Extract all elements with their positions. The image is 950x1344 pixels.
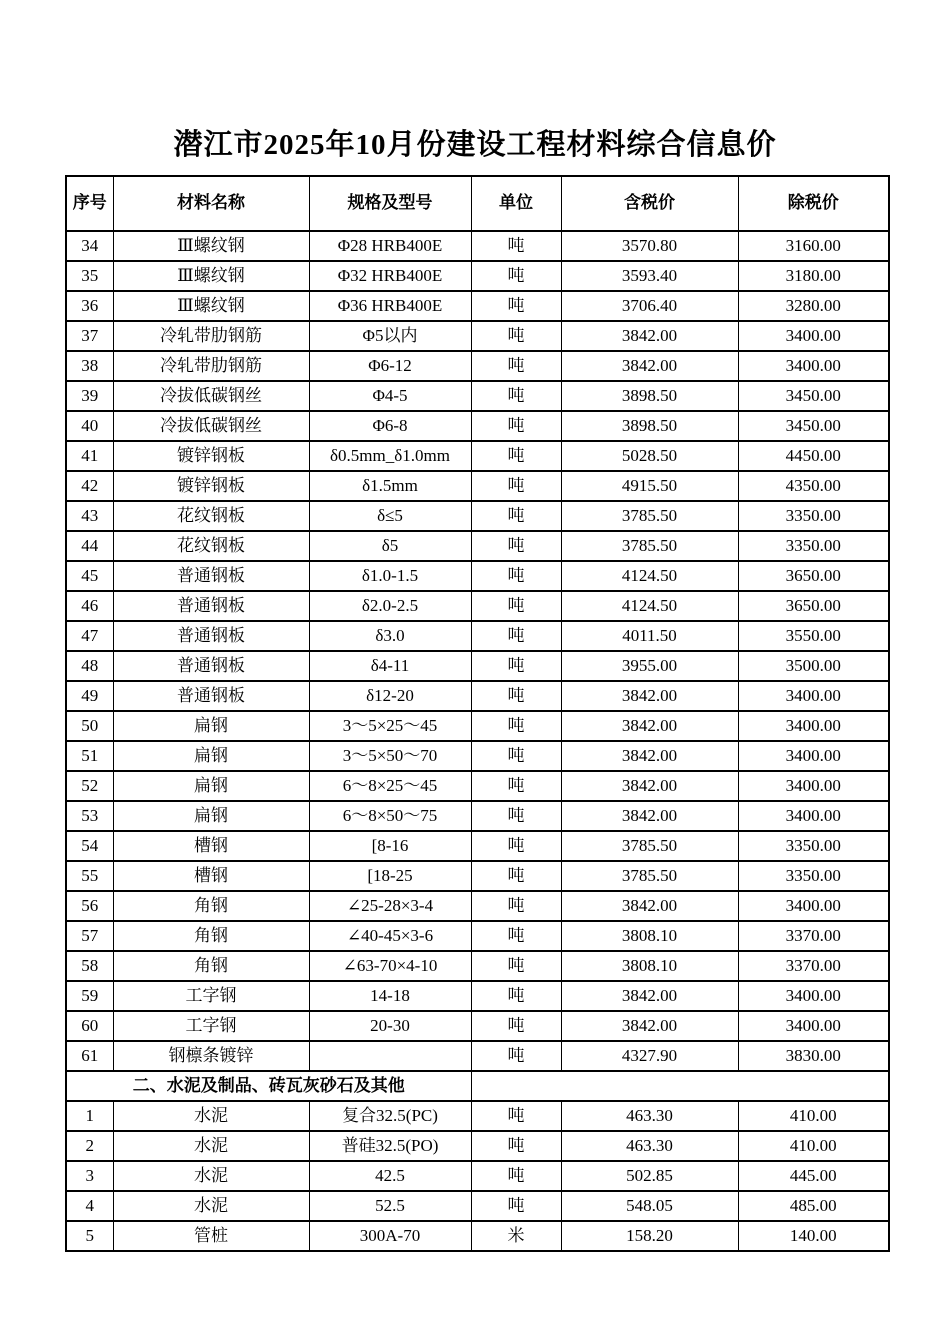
cell-unit: 吨: [471, 981, 561, 1011]
cell-price-with-tax: 3842.00: [561, 321, 738, 351]
cell-price-with-tax: 3898.50: [561, 381, 738, 411]
cell-price-with-tax: 3593.40: [561, 261, 738, 291]
cell-material-name: 钢檩条镀锌: [113, 1041, 309, 1071]
cell-unit: 吨: [471, 891, 561, 921]
cell-unit: 吨: [471, 801, 561, 831]
cell-unit: 吨: [471, 261, 561, 291]
cell-material-name: 冷轧带肋钢筋: [113, 321, 309, 351]
cell-material-name: 扁钢: [113, 711, 309, 741]
cell-price-without-tax: 3370.00: [738, 951, 889, 981]
cell-price-with-tax: 3785.50: [561, 501, 738, 531]
cell-unit: 吨: [471, 711, 561, 741]
cell-material-name: 水泥: [113, 1101, 309, 1131]
cell-material-name: 普通钢板: [113, 681, 309, 711]
cell-spec: Φ6-12: [309, 351, 471, 381]
cell-seq: 1: [66, 1101, 113, 1131]
cell-price-with-tax: 3842.00: [561, 981, 738, 1011]
cell-unit: 米: [471, 1221, 561, 1251]
table-row: [66, 231, 889, 261]
cell-spec: δ0.5mm_δ1.0mm: [309, 441, 471, 471]
cell-spec: δ12-20: [309, 681, 471, 711]
cell-unit: 吨: [471, 561, 561, 591]
cell-seq: 37: [66, 321, 113, 351]
cell-unit: 吨: [471, 651, 561, 681]
cell-price-with-tax: 3785.50: [561, 531, 738, 561]
header-price-without-tax: 除税价: [738, 176, 889, 231]
cell-material-name: 冷拔低碳钢丝: [113, 411, 309, 441]
table-row: [66, 1131, 889, 1161]
cell-price-without-tax: 3160.00: [738, 231, 889, 261]
cell-unit: 吨: [471, 681, 561, 711]
cell-material-name: 冷拔低碳钢丝: [113, 381, 309, 411]
table-row: [66, 381, 889, 411]
cell-unit: 吨: [471, 441, 561, 471]
cell-seq: 51: [66, 741, 113, 771]
table-row: [66, 951, 889, 981]
cell-price-without-tax: 3400.00: [738, 891, 889, 921]
cell-seq: 43: [66, 501, 113, 531]
table-row: [66, 801, 889, 831]
cell-material-name: 普通钢板: [113, 621, 309, 651]
table-row: [66, 591, 889, 621]
cell-seq: 40: [66, 411, 113, 441]
cell-unit: 吨: [471, 921, 561, 951]
cell-unit: 吨: [471, 411, 561, 441]
cell-unit: 吨: [471, 771, 561, 801]
cell-unit: 吨: [471, 291, 561, 321]
cell-seq: 60: [66, 1011, 113, 1041]
table-row: [66, 1011, 889, 1041]
cell-unit: 吨: [471, 1161, 561, 1191]
header-material-name: 材料名称: [113, 176, 309, 231]
table-row: [66, 861, 889, 891]
table-row: [66, 351, 889, 381]
cell-price-with-tax: 3842.00: [561, 711, 738, 741]
table-row: [66, 1221, 889, 1251]
cell-material-name: 管桩: [113, 1221, 309, 1251]
cell-price-without-tax: 485.00: [738, 1191, 889, 1221]
cell-price-without-tax: 3400.00: [738, 1011, 889, 1041]
cell-price-without-tax: 3400.00: [738, 351, 889, 381]
cell-spec: [18-25: [309, 861, 471, 891]
cell-seq: 41: [66, 441, 113, 471]
table-row: [66, 921, 889, 951]
cell-spec: Φ28 HRB400E: [309, 231, 471, 261]
cell-material-name: 槽钢: [113, 831, 309, 861]
section-label: 二、水泥及制品、砖瓦灰砂石及其他: [66, 1071, 471, 1101]
cell-seq: 46: [66, 591, 113, 621]
cell-spec: [309, 1041, 471, 1071]
cell-material-name: 角钢: [113, 951, 309, 981]
cell-price-with-tax: 3842.00: [561, 1011, 738, 1041]
table-row: [66, 681, 889, 711]
table-row: [66, 411, 889, 441]
cell-price-with-tax: 4915.50: [561, 471, 738, 501]
cell-seq: 36: [66, 291, 113, 321]
cell-material-name: 工字钢: [113, 981, 309, 1011]
cell-material-name: 普通钢板: [113, 651, 309, 681]
cell-spec: ∠63-70×4-10: [309, 951, 471, 981]
cell-price-with-tax: 3842.00: [561, 681, 738, 711]
cell-seq: 54: [66, 831, 113, 861]
cell-seq: 58: [66, 951, 113, 981]
cell-seq: 42: [66, 471, 113, 501]
table-row: [66, 261, 889, 291]
cell-unit: 吨: [471, 831, 561, 861]
table-row: [66, 831, 889, 861]
table-row: [66, 771, 889, 801]
cell-price-with-tax: 3842.00: [561, 891, 738, 921]
cell-price-with-tax: 3785.50: [561, 831, 738, 861]
cell-price-without-tax: 3280.00: [738, 291, 889, 321]
cell-spec: δ4-11: [309, 651, 471, 681]
cell-price-with-tax: 4124.50: [561, 561, 738, 591]
cell-material-name: 水泥: [113, 1191, 309, 1221]
cell-price-with-tax: 4124.50: [561, 591, 738, 621]
table-row: [66, 1101, 889, 1131]
cell-unit: 吨: [471, 1191, 561, 1221]
cell-spec: 6～8×25～45: [309, 771, 471, 801]
cell-price-with-tax: 502.85: [561, 1161, 738, 1191]
cell-material-name: 普通钢板: [113, 561, 309, 591]
cell-spec: 普硅32.5(PO): [309, 1131, 471, 1161]
cell-price-without-tax: 3350.00: [738, 831, 889, 861]
cell-price-with-tax: 463.30: [561, 1101, 738, 1131]
cell-price-with-tax: 4327.90: [561, 1041, 738, 1071]
header-unit: 单位: [471, 176, 561, 231]
cell-material-name: 扁钢: [113, 741, 309, 771]
cell-price-without-tax: 3400.00: [738, 741, 889, 771]
cell-spec: 42.5: [309, 1161, 471, 1191]
cell-spec: δ5: [309, 531, 471, 561]
cell-material-name: 花纹钢板: [113, 501, 309, 531]
cell-spec: 14-18: [309, 981, 471, 1011]
cell-unit: 吨: [471, 591, 561, 621]
cell-price-with-tax: 158.20: [561, 1221, 738, 1251]
cell-price-with-tax: 5028.50: [561, 441, 738, 471]
cell-unit: 吨: [471, 741, 561, 771]
cell-price-without-tax: 3400.00: [738, 711, 889, 741]
table-row: [66, 1041, 889, 1071]
table-row: [66, 531, 889, 561]
cell-price-with-tax: 3570.80: [561, 231, 738, 261]
cell-seq: 35: [66, 261, 113, 291]
header-seq: 序号: [66, 176, 113, 231]
cell-spec: δ1.0-1.5: [309, 561, 471, 591]
cell-seq: 48: [66, 651, 113, 681]
cell-spec: Φ32 HRB400E: [309, 261, 471, 291]
cell-spec: Φ4-5: [309, 381, 471, 411]
cell-price-without-tax: 3350.00: [738, 501, 889, 531]
cell-price-with-tax: 3842.00: [561, 741, 738, 771]
cell-seq: 4: [66, 1191, 113, 1221]
cell-unit: 吨: [471, 471, 561, 501]
cell-spec: 300A-70: [309, 1221, 471, 1251]
cell-spec: 52.5: [309, 1191, 471, 1221]
cell-material-name: 角钢: [113, 891, 309, 921]
cell-spec: 3～5×50～70: [309, 741, 471, 771]
cell-price-without-tax: 3350.00: [738, 861, 889, 891]
table-row: [66, 741, 889, 771]
cell-unit: 吨: [471, 501, 561, 531]
cell-price-without-tax: 3400.00: [738, 681, 889, 711]
cell-price-with-tax: 3955.00: [561, 651, 738, 681]
cell-seq: 5: [66, 1221, 113, 1251]
cell-price-with-tax: 4011.50: [561, 621, 738, 651]
cell-material-name: Ⅲ螺纹钢: [113, 261, 309, 291]
cell-unit: 吨: [471, 1101, 561, 1131]
cell-seq: 49: [66, 681, 113, 711]
cell-price-without-tax: 3180.00: [738, 261, 889, 291]
page-title: 潜江市2025年10月份建设工程材料综合信息价: [173, 129, 777, 161]
cell-seq: 53: [66, 801, 113, 831]
cell-seq: 57: [66, 921, 113, 951]
table-row: [66, 711, 889, 741]
cell-unit: 吨: [471, 531, 561, 561]
table-row: [66, 501, 889, 531]
cell-price-without-tax: 3550.00: [738, 621, 889, 651]
table-row: [66, 891, 889, 921]
cell-unit: 吨: [471, 1011, 561, 1041]
cell-unit: 吨: [471, 621, 561, 651]
cell-price-without-tax: 3650.00: [738, 591, 889, 621]
cell-price-without-tax: 445.00: [738, 1161, 889, 1191]
table-row: [66, 621, 889, 651]
cell-spec: 复合32.5(PC): [309, 1101, 471, 1131]
table-row: [66, 1161, 889, 1191]
cell-price-without-tax: 3400.00: [738, 771, 889, 801]
cell-spec: δ≤5: [309, 501, 471, 531]
cell-material-name: 水泥: [113, 1161, 309, 1191]
header-row: [66, 176, 889, 231]
cell-material-name: 扁钢: [113, 771, 309, 801]
cell-seq: 44: [66, 531, 113, 561]
cell-unit: 吨: [471, 381, 561, 411]
cell-price-without-tax: 4350.00: [738, 471, 889, 501]
cell-price-without-tax: 410.00: [738, 1131, 889, 1161]
header-price-with-tax: 含税价: [561, 176, 738, 231]
cell-material-name: 镀锌钢板: [113, 441, 309, 471]
cell-material-name: 冷轧带肋钢筋: [113, 351, 309, 381]
cell-price-with-tax: 463.30: [561, 1131, 738, 1161]
cell-material-name: Ⅲ螺纹钢: [113, 291, 309, 321]
cell-spec: ∠25-28×3-4: [309, 891, 471, 921]
cell-spec: δ2.0-2.5: [309, 591, 471, 621]
cell-price-with-tax: 3842.00: [561, 351, 738, 381]
cell-price-without-tax: 140.00: [738, 1221, 889, 1251]
cell-spec: Φ6-8: [309, 411, 471, 441]
cell-spec: δ3.0: [309, 621, 471, 651]
cell-price-without-tax: 3450.00: [738, 411, 889, 441]
cell-unit: 吨: [471, 861, 561, 891]
cell-seq: 56: [66, 891, 113, 921]
cell-price-without-tax: 410.00: [738, 1101, 889, 1131]
cell-price-without-tax: 3650.00: [738, 561, 889, 591]
cell-unit: 吨: [471, 321, 561, 351]
cell-unit: 吨: [471, 1041, 561, 1071]
cell-spec: Φ5以内: [309, 321, 471, 351]
material-price-table: [65, 175, 890, 1252]
cell-material-name: 扁钢: [113, 801, 309, 831]
cell-seq: 3: [66, 1161, 113, 1191]
cell-material-name: 角钢: [113, 921, 309, 951]
cell-seq: 55: [66, 861, 113, 891]
cell-seq: 34: [66, 231, 113, 261]
cell-price-without-tax: 3400.00: [738, 801, 889, 831]
cell-unit: 吨: [471, 231, 561, 261]
cell-seq: 38: [66, 351, 113, 381]
cell-price-with-tax: 3808.10: [561, 951, 738, 981]
table-row: [66, 981, 889, 1011]
cell-unit: 吨: [471, 951, 561, 981]
cell-price-without-tax: 3350.00: [738, 531, 889, 561]
cell-price-with-tax: 3808.10: [561, 921, 738, 951]
cell-price-without-tax: 3450.00: [738, 381, 889, 411]
cell-price-without-tax: 3370.00: [738, 921, 889, 951]
cell-spec: δ1.5mm: [309, 471, 471, 501]
cell-seq: 45: [66, 561, 113, 591]
cell-spec: 20-30: [309, 1011, 471, 1041]
cell-material-name: 镀锌钢板: [113, 471, 309, 501]
cell-spec: Φ36 HRB400E: [309, 291, 471, 321]
cell-material-name: Ⅲ螺纹钢: [113, 231, 309, 261]
cell-spec: ∠40-45×3-6: [309, 921, 471, 951]
cell-seq: 50: [66, 711, 113, 741]
cell-price-with-tax: 3785.50: [561, 861, 738, 891]
table-row: [66, 291, 889, 321]
table-row: [66, 561, 889, 591]
cell-price-with-tax: 3842.00: [561, 801, 738, 831]
cell-seq: 61: [66, 1041, 113, 1071]
cell-price-without-tax: 4450.00: [738, 441, 889, 471]
cell-price-without-tax: 3830.00: [738, 1041, 889, 1071]
table-row: [66, 471, 889, 501]
cell-seq: 2: [66, 1131, 113, 1161]
cell-spec: 3～5×25～45: [309, 711, 471, 741]
header-spec: 规格及型号: [309, 176, 471, 231]
cell-material-name: 花纹钢板: [113, 531, 309, 561]
cell-spec: 6～8×50～75: [309, 801, 471, 831]
cell-material-name: 水泥: [113, 1131, 309, 1161]
cell-unit: 吨: [471, 351, 561, 381]
table-row: [66, 651, 889, 681]
cell-seq: 39: [66, 381, 113, 411]
cell-unit: 吨: [471, 1131, 561, 1161]
cell-seq: 47: [66, 621, 113, 651]
cell-seq: 59: [66, 981, 113, 1011]
cell-material-name: 普通钢板: [113, 591, 309, 621]
cell-price-with-tax: 3706.40: [561, 291, 738, 321]
cell-seq: 52: [66, 771, 113, 801]
cell-spec: [8-16: [309, 831, 471, 861]
section-header-row: [66, 1071, 889, 1101]
table-row: [66, 321, 889, 351]
table-body: [66, 231, 889, 1251]
cell-price-without-tax: 3500.00: [738, 651, 889, 681]
table-row: [66, 1191, 889, 1221]
cell-price-without-tax: 3400.00: [738, 321, 889, 351]
cell-price-without-tax: 3400.00: [738, 981, 889, 1011]
cell-price-with-tax: 3842.00: [561, 771, 738, 801]
section-label-spacer: [471, 1071, 889, 1101]
cell-price-with-tax: 548.05: [561, 1191, 738, 1221]
table-row: [66, 441, 889, 471]
cell-price-with-tax: 3898.50: [561, 411, 738, 441]
cell-material-name: 槽钢: [113, 861, 309, 891]
cell-material-name: 工字钢: [113, 1011, 309, 1041]
